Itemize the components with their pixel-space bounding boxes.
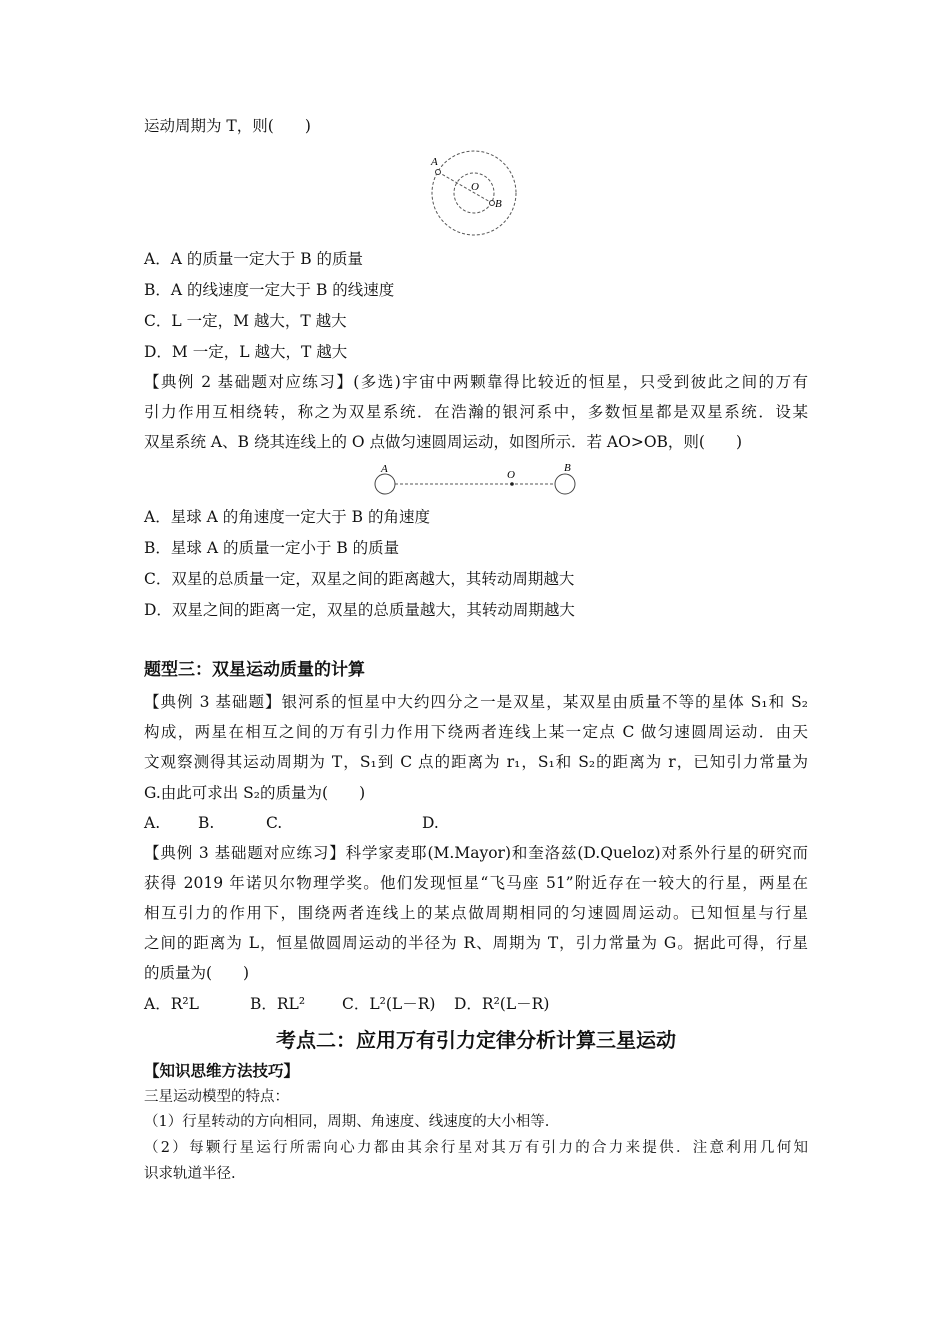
q4-option-d: D．R²(L－R) <box>454 995 550 1013</box>
q2-option-c: C．双星的总质量一定，双星之间的距离越大，其转动周期越大 <box>144 570 575 588</box>
fig1-label-b: B <box>495 198 502 210</box>
q3-line-1: 【典例 3 基础题】银河系的恒星中大约四分之一是双星，某双星由质量不等的星体 S₁和 S₂ <box>144 693 808 711</box>
q3-option-a: A. <box>144 814 161 832</box>
q4-option-c: C．L²(L－R) <box>342 995 436 1013</box>
q3-line-4: G.由此可求出 S₂的质量为( ) <box>144 784 366 802</box>
model-point-1: （1）行星转动的方向相同，周期、角速度、线速度的大小相等. <box>144 1114 550 1130</box>
fig1-label-o: O <box>471 181 479 193</box>
q3-option-d: D. <box>422 814 439 832</box>
q2-option-a: A．星球 A 的角速度一定大于 B 的角速度 <box>144 508 430 526</box>
q3-line-2: 构成，两星在相互之间的万有引力作用下绕两者连线上某一定点 C 做匀速圆周运动．由天 <box>144 723 808 741</box>
orbit-diagram <box>420 145 530 245</box>
q4-line-2: 获得 2019 年诺贝尔物理学奖。他们发现恒星“飞马座 51”附近存在一较大的行星，两星在 <box>144 874 808 892</box>
q4-line-3: 相互引力的作用下，围绕两者连线上的某点做周期相同的匀速圆周运动。已知恒星与行星 <box>144 904 808 922</box>
point2-title: 考点二：应用万有引力定律分析计算三星运动 <box>276 1028 676 1052</box>
q2-line-1: 【典例 2 基础题对应练习】(多选)宇宙中两颗靠得比较近的恒星，只受到彼此之间的万有 <box>144 373 808 391</box>
binary-star-diagram <box>370 460 582 498</box>
q4-option-b: B．RL² <box>250 995 306 1013</box>
q4-line-4: 之间的距离为 L，恒星做圆周运动的半径为 R、周期为 T，引力常量为 G。据此可得，行星 <box>144 934 808 952</box>
q3-options <box>144 813 808 833</box>
q1-option-a: A．A 的质量一定大于 B 的质量 <box>144 250 364 268</box>
q1-stem-end: 运动周期为 T，则( ) <box>144 117 311 135</box>
q4-line-1: 【典例 3 基础题对应练习】科学家麦耶(M.Mayor)和奎洛兹(D.Queloz)对系外行星的研究而 <box>144 844 808 862</box>
q4-line-5: 的质量为( ) <box>144 964 250 982</box>
q4-options <box>144 994 808 1014</box>
fig2-label-b: B <box>564 462 571 474</box>
model-title: 三星运动模型的特点： <box>144 1089 289 1105</box>
fig2-label-a: A <box>381 463 388 475</box>
q4-option-a: A．R²L <box>144 995 199 1013</box>
model-point-2-cont: 识求轨道半径. <box>144 1166 236 1182</box>
model-point-2: （2）每颗行星运行所需向心力都由其余行星对其万有引力的合力来提供．注意利用几何知 <box>144 1140 808 1156</box>
q3-option-b: B. <box>198 814 215 832</box>
q2-option-d: D．双星之间的距离一定，双星的总质量越大，其转动周期越大 <box>144 601 575 619</box>
q3-option-c: C. <box>266 814 283 832</box>
section3-title: 题型三：双星运动质量的计算 <box>144 660 365 680</box>
fig2-label-o: O <box>507 469 515 481</box>
q3-line-3: 文观察测得其运动周期为 T，S₁到 C 点的距离为 r₁，S₁和 S₂的距离为 r，已知引力常量为 <box>144 753 808 771</box>
fig1-label-a: A <box>431 156 438 168</box>
q2-option-b: B．星球 A 的质量一定小于 B 的质量 <box>144 539 400 557</box>
q1-option-b: B．A 的线速度一定大于 B 的线速度 <box>144 281 395 299</box>
q1-option-c: C．L 一定，M 越大，T 越大 <box>144 312 347 330</box>
q2-line-3: 双星系统 A、B 绕其连线上的 O 点做匀速圆周运动，如图所示．若 AO>OB，则( ) <box>144 433 743 451</box>
q1-option-d: D．M 一定，L 越大，T 越大 <box>144 343 348 361</box>
q2-line-2: 引力作用互相绕转，称之为双星系统．在浩瀚的银河系中，多数恒星都是双星系统．设某 <box>144 403 808 421</box>
skills-title: 【知识思维方法技巧】 <box>144 1061 300 1080</box>
